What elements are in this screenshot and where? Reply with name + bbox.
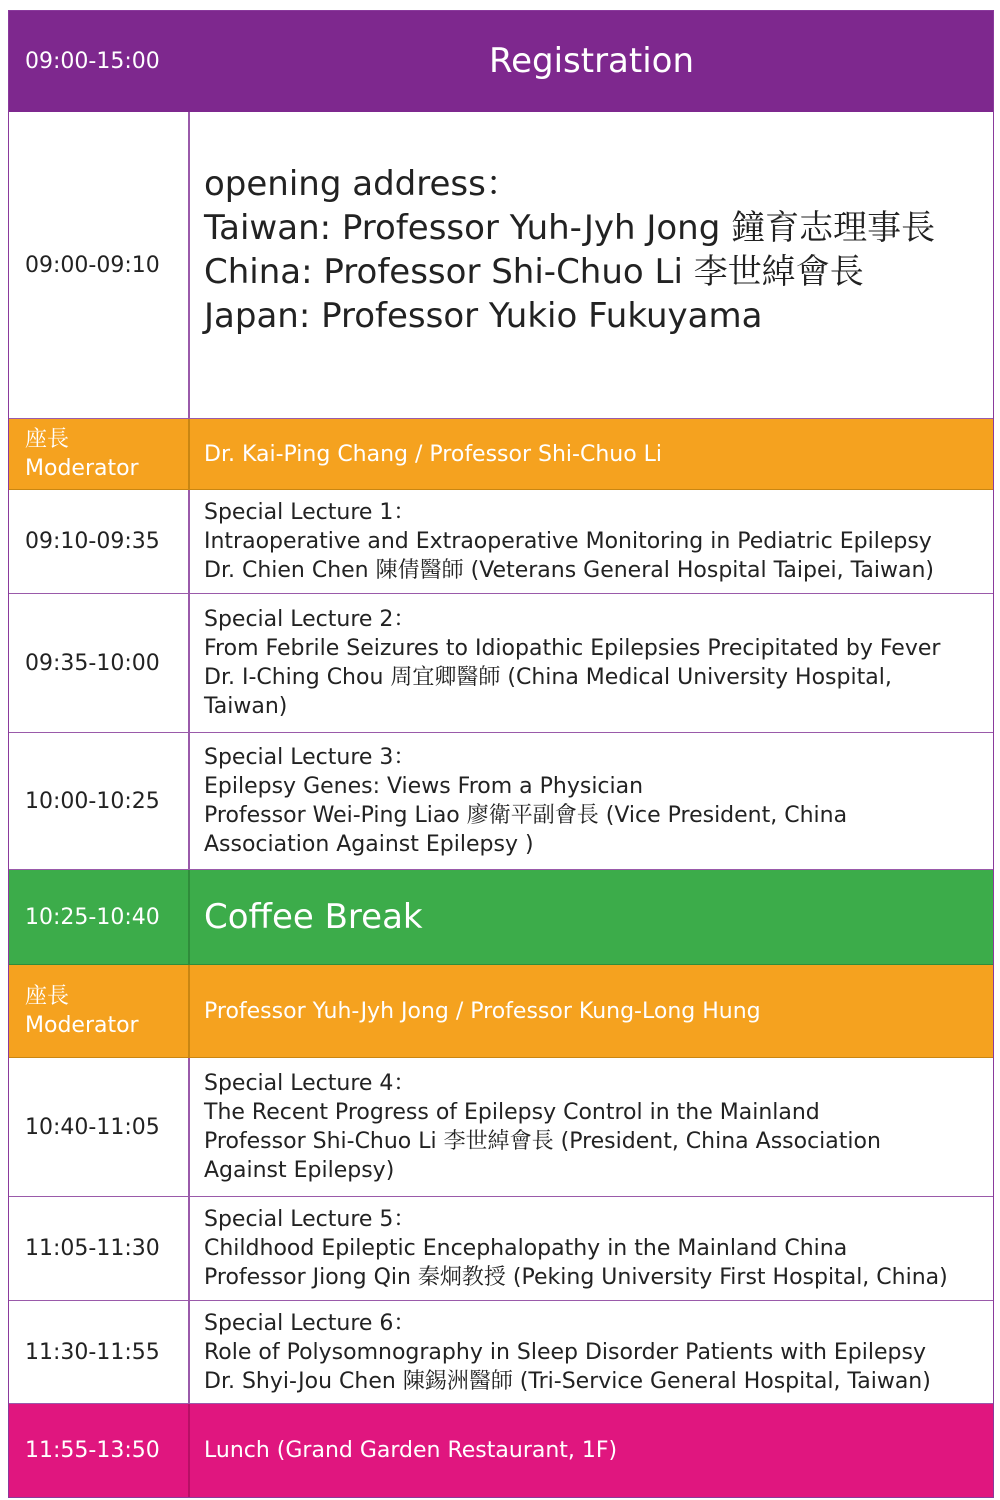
lecture-row bbox=[9, 1301, 993, 1404]
moderator-row bbox=[9, 965, 993, 1058]
lecture-title: Special Lecture 5： bbox=[204, 1207, 416, 1232]
time-cell: 10:00-10:25 bbox=[9, 733, 190, 869]
lecture-topic: From Febrile Seizures to Idiopathic Epilepsies Precipitated by Fever bbox=[204, 636, 941, 661]
time-cell: 11:55-13:50 bbox=[9, 1404, 190, 1497]
opening-content bbox=[190, 112, 993, 418]
lecture-row bbox=[9, 733, 993, 870]
moderator-row bbox=[9, 419, 993, 490]
lecture-row bbox=[9, 490, 993, 594]
lecture-row bbox=[9, 1058, 993, 1197]
time-cell: 09:10-09:35 bbox=[9, 490, 190, 593]
registration-title: Registration bbox=[488, 41, 695, 81]
lecture-title: Special Lecture 1： bbox=[204, 500, 416, 525]
lecture-speaker: Professor Jiong Qin 秦炯教授 (Peking University First Hospital, China) bbox=[204, 1265, 948, 1290]
time-cell: 09:35-10:00 bbox=[9, 594, 190, 732]
moderator-label bbox=[9, 965, 190, 1057]
lecture-topic: Epilepsy Genes: Views From a Physician bbox=[204, 774, 644, 799]
time-cell: 11:30-11:55 bbox=[9, 1301, 190, 1403]
moderator-label-en: Moderator bbox=[25, 456, 139, 481]
lecture-content bbox=[190, 733, 993, 869]
opening-speaker: Taiwan: Professor Yuh-Jyh Jong 鐘育志理事長 bbox=[204, 208, 936, 248]
lecture-row bbox=[9, 594, 993, 733]
time-cell: 10:40-11:05 bbox=[9, 1058, 190, 1196]
lecture-topic: Role of Polysomnography in Sleep Disorder Patients with Epilepsy bbox=[204, 1339, 926, 1365]
moderator-names: Dr. Kai-Ping Chang / Professor Shi-Chuo Li bbox=[204, 441, 663, 467]
lecture-speaker: Professor Shi-Chuo Li 李世綽會長 (President, China Association Against Epilepsy) bbox=[204, 1129, 881, 1183]
time-cell: 09:00-09:10 bbox=[9, 112, 190, 418]
lecture-topic: Intraoperative and Extraoperative Monitoring in Pediatric Epilepsy bbox=[204, 529, 932, 554]
lecture-speaker: Dr. Chien Chen 陳倩醫師 (Veterans General Hospital Taipei, Taiwan) bbox=[204, 558, 934, 583]
lecture-content bbox=[190, 1301, 993, 1403]
time-cell: 10:25-10:40 bbox=[9, 870, 190, 964]
lecture-topic: Childhood Epileptic Encephalopathy in the Mainland China bbox=[204, 1236, 848, 1261]
lecture-content bbox=[190, 594, 993, 732]
lunch-title: Lunch (Grand Garden Restaurant, 1F) bbox=[204, 1438, 618, 1463]
opening-row bbox=[9, 112, 993, 419]
lecture-row bbox=[9, 1197, 993, 1301]
lecture-title: Special Lecture 3： bbox=[204, 745, 416, 770]
opening-heading: opening address： bbox=[204, 164, 520, 204]
opening-speaker: China: Professor Shi-Chuo Li 李世綽會長 bbox=[204, 252, 864, 292]
lecture-title: Special Lecture 6： bbox=[204, 1310, 416, 1336]
moderator-label-zh: 座長 bbox=[25, 427, 70, 452]
schedule-table bbox=[8, 10, 994, 1498]
time-cell: 11:05-11:30 bbox=[9, 1197, 190, 1300]
lecture-topic: The Recent Progress of Epilepsy Control in the Mainland bbox=[204, 1100, 820, 1125]
registration-row bbox=[9, 11, 993, 112]
moderator-label-en: Moderator bbox=[25, 1013, 139, 1038]
lecture-title: Special Lecture 2： bbox=[204, 607, 416, 632]
lecture-content bbox=[190, 1197, 993, 1300]
lecture-content bbox=[190, 490, 993, 593]
coffee-break-row bbox=[9, 870, 993, 965]
opening-speaker: Japan: Professor Yukio Fukuyama bbox=[204, 296, 763, 336]
lecture-speaker: Dr. Shyi-Jou Chen 陳錫洲醫師 (Tri-Service General Hospital, Taiwan) bbox=[204, 1368, 931, 1394]
time-cell: 09:00-15:00 bbox=[25, 49, 160, 74]
lecture-speaker: Dr. I-Ching Chou 周宜卿醫師 (China Medical University Hospital, Taiwan) bbox=[204, 665, 892, 719]
moderator-label bbox=[9, 419, 190, 489]
coffee-break-title: Coffee Break bbox=[204, 896, 423, 937]
moderator-label-zh: 座長 bbox=[25, 984, 70, 1009]
lunch-row bbox=[9, 1404, 993, 1497]
lecture-content bbox=[190, 1058, 993, 1196]
lecture-title: Special Lecture 4： bbox=[204, 1071, 416, 1096]
moderator-names: Professor Yuh-Jyh Jong / Professor Kung-Long Hung bbox=[204, 998, 761, 1024]
lecture-speaker: Professor Wei-Ping Liao 廖衛平副會長 (Vice President, China Association Against Epilepsy ) bbox=[204, 803, 848, 857]
